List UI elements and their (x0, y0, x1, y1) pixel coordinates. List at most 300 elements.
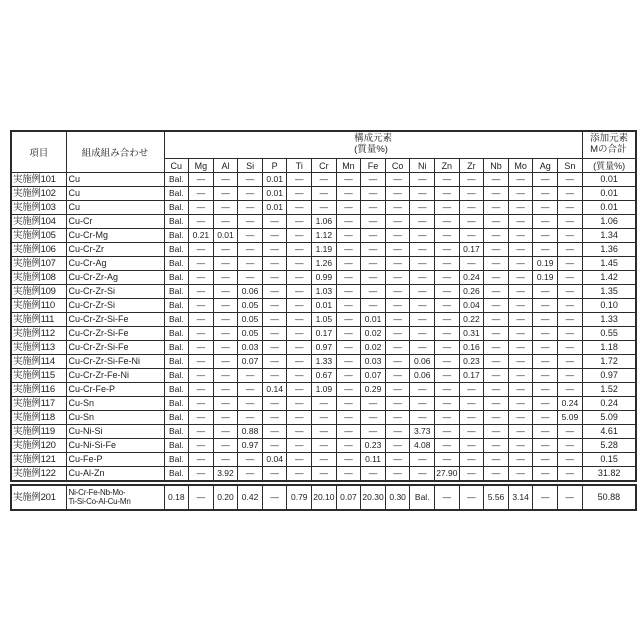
value-cell-fe: 0.02 (361, 341, 386, 355)
header-element-ti: Ti (287, 159, 312, 173)
value-cell-mn: — (336, 271, 361, 285)
value-cell-mg: — (189, 411, 214, 425)
value-cell-zn: — (435, 397, 460, 411)
value-cell-sn: — (558, 257, 583, 271)
value-cell-co: — (385, 341, 410, 355)
total-cell: 1.33 (582, 313, 636, 327)
total-cell: 0.15 (582, 453, 636, 467)
header-element-nb: Nb (484, 159, 509, 173)
value-cell-sn: — (558, 439, 583, 453)
header-elements-group-line2: (質量%) (354, 144, 388, 155)
value-cell-ni: — (410, 271, 435, 285)
value-cell-co: — (385, 453, 410, 467)
value-cell-zn: — (435, 173, 460, 187)
composition-table-main (10, 130, 637, 482)
header-element-zn: Zn (435, 159, 460, 173)
composition-cell: Cu (66, 173, 164, 187)
value-cell-mn: — (336, 313, 361, 327)
value-cell-cu: Bal. (164, 201, 189, 215)
value-cell-al: — (213, 313, 238, 327)
header-element-p: P (262, 159, 287, 173)
example-label: 実施例119 (11, 425, 66, 439)
value-cell-zr: — (459, 173, 484, 187)
value-cell-ni: 4.08 (410, 439, 435, 453)
value-cell-mn: — (336, 453, 361, 467)
value-cell-sn: — (558, 201, 583, 215)
value-cell-ni: — (410, 397, 435, 411)
value-cell-nb: — (484, 285, 509, 299)
value-cell-ni: — (410, 215, 435, 229)
value-cell-cr: 1.26 (312, 257, 337, 271)
value-cell-nb: — (484, 243, 509, 257)
total-cell: 5.09 (582, 411, 636, 425)
total-cell: 1.35 (582, 285, 636, 299)
total-cell: 4.61 (582, 425, 636, 439)
value-cell-al: — (213, 187, 238, 201)
value-cell-zn: — (435, 229, 460, 243)
value-cell-al: — (213, 173, 238, 187)
table-row (11, 173, 636, 187)
table-row (11, 425, 636, 439)
value-cell-mn: — (336, 327, 361, 341)
value-cell-ti: — (287, 229, 312, 243)
value-cell-si: 0.97 (238, 439, 263, 453)
total-cell: 0.97 (582, 369, 636, 383)
value-cell-ti: — (287, 411, 312, 425)
value-cell-cu: Bal. (164, 215, 189, 229)
value-cell-ti: — (287, 355, 312, 369)
value-cell-zn: — (435, 439, 460, 453)
composition-cell: Cu-Cr-Zr-Si-Fe (66, 327, 164, 341)
value-cell-ag: — (533, 215, 558, 229)
value-cell-co: — (385, 425, 410, 439)
value-cell-ti: — (287, 453, 312, 467)
value-cell-ni: — (410, 201, 435, 215)
value-cell-ag: — (533, 243, 558, 257)
value-cell-mg: — (189, 173, 214, 187)
value-cell-al: — (213, 383, 238, 397)
value-cell-cu: Bal. (164, 467, 189, 482)
value-cell-ni: — (410, 453, 435, 467)
value-cell-cr: 1.03 (312, 285, 337, 299)
value-cell-nb: — (484, 313, 509, 327)
value-cell-ti: — (287, 439, 312, 453)
value-cell-co: — (385, 313, 410, 327)
value-cell-cu: Bal. (164, 243, 189, 257)
table-row (11, 313, 636, 327)
value-cell-ti: — (287, 369, 312, 383)
value-cell-ag: — (533, 201, 558, 215)
value-cell-zr: 0.31 (459, 327, 484, 341)
value-cell-ti: — (287, 215, 312, 229)
header-element-fe: Fe (361, 159, 386, 173)
value-cell-al: 0.01 (213, 229, 238, 243)
value-cell-ag: — (533, 229, 558, 243)
value-cell-zr: — (459, 257, 484, 271)
value-cell-si: — (238, 243, 263, 257)
composition-cell: Cu (66, 187, 164, 201)
value-cell-zr: 0.23 (459, 355, 484, 369)
value-cell-ni: — (410, 383, 435, 397)
value-cell-nb: — (484, 299, 509, 313)
value-cell-si: 0.42 (238, 485, 263, 510)
total-cell: 0.55 (582, 327, 636, 341)
value-cell-p: — (262, 485, 287, 510)
value-cell-mn: — (336, 285, 361, 299)
value-cell-al: — (213, 215, 238, 229)
value-cell-sn: 5.09 (558, 411, 583, 425)
value-cell-si: — (238, 453, 263, 467)
value-cell-p: — (262, 327, 287, 341)
value-cell-fe: — (361, 173, 386, 187)
value-cell-zn: — (435, 201, 460, 215)
composition-cell: Cu-Ni-Si (66, 425, 164, 439)
value-cell-co: — (385, 299, 410, 313)
value-cell-ti: — (287, 285, 312, 299)
table-row (11, 439, 636, 453)
value-cell-cu: Bal. (164, 299, 189, 313)
value-cell-ag: — (533, 383, 558, 397)
value-cell-mn: — (336, 425, 361, 439)
table-row (11, 243, 636, 257)
value-cell-zr: — (459, 485, 484, 510)
example-label: 実施例104 (11, 215, 66, 229)
total-cell: 1.45 (582, 257, 636, 271)
value-cell-ag: — (533, 355, 558, 369)
value-cell-mo: — (508, 173, 533, 187)
value-cell-mo: — (508, 299, 533, 313)
value-cell-zn: — (435, 383, 460, 397)
value-cell-cr: 1.06 (312, 215, 337, 229)
total-cell: 0.01 (582, 173, 636, 187)
value-cell-mo: — (508, 397, 533, 411)
value-cell-mo: — (508, 453, 533, 467)
value-cell-nb: — (484, 453, 509, 467)
value-cell-cu: 0.18 (164, 485, 189, 510)
value-cell-ag: — (533, 425, 558, 439)
value-cell-ti: — (287, 467, 312, 482)
value-cell-sn: — (558, 313, 583, 327)
value-cell-nb: 5.56 (484, 485, 509, 510)
value-cell-fe: 0.23 (361, 439, 386, 453)
example-label: 実施例103 (11, 201, 66, 215)
example-label: 実施例117 (11, 397, 66, 411)
value-cell-zn: — (435, 341, 460, 355)
header-elements-group-line1: 構成元素 (354, 133, 393, 145)
value-cell-mg: — (189, 439, 214, 453)
value-cell-sn: — (558, 187, 583, 201)
value-cell-co: — (385, 439, 410, 453)
total-cell: 31.82 (582, 467, 636, 482)
value-cell-ti: — (287, 341, 312, 355)
composition-cell: Cu-Al-Zn (66, 467, 164, 482)
composition-cell: Cu-Sn (66, 397, 164, 411)
value-cell-p: — (262, 271, 287, 285)
value-cell-zr: — (459, 215, 484, 229)
value-cell-mn: — (336, 411, 361, 425)
value-cell-nb: — (484, 215, 509, 229)
value-cell-zn: — (435, 271, 460, 285)
value-cell-zn: — (435, 243, 460, 257)
value-cell-nb: — (484, 439, 509, 453)
value-cell-si: — (238, 397, 263, 411)
total-cell: 1.72 (582, 355, 636, 369)
value-cell-p: 0.01 (262, 173, 287, 187)
composition-cell: Cu (66, 201, 164, 215)
value-cell-cr: 0.67 (312, 369, 337, 383)
example-label: 実施例116 (11, 383, 66, 397)
value-cell-fe: 0.02 (361, 327, 386, 341)
total-cell: 0.01 (582, 187, 636, 201)
table-row (11, 229, 636, 243)
value-cell-cu: Bal. (164, 439, 189, 453)
value-cell-ni: — (410, 285, 435, 299)
value-cell-cu: Bal. (164, 411, 189, 425)
value-cell-cu: Bal. (164, 369, 189, 383)
example-label: 実施例106 (11, 243, 66, 257)
value-cell-mo: — (508, 243, 533, 257)
value-cell-p: — (262, 257, 287, 271)
value-cell-p: — (262, 215, 287, 229)
value-cell-sn: — (558, 425, 583, 439)
value-cell-fe: — (361, 285, 386, 299)
value-cell-mn: — (336, 369, 361, 383)
value-cell-mg: — (189, 285, 214, 299)
table-row (11, 341, 636, 355)
value-cell-p: — (262, 285, 287, 299)
value-cell-sn: — (558, 243, 583, 257)
value-cell-mo: — (508, 229, 533, 243)
value-cell-mo: 3.14 (508, 485, 533, 510)
value-cell-sn: — (558, 299, 583, 313)
value-cell-p: — (262, 439, 287, 453)
value-cell-ti: — (287, 425, 312, 439)
value-cell-si: 0.88 (238, 425, 263, 439)
value-cell-nb: — (484, 229, 509, 243)
value-cell-ti: — (287, 397, 312, 411)
value-cell-al: — (213, 285, 238, 299)
composition-cell: Cu-Cr-Zr-Ag (66, 271, 164, 285)
total-cell: 1.52 (582, 383, 636, 397)
value-cell-mo: — (508, 215, 533, 229)
example-label: 実施例110 (11, 299, 66, 313)
value-cell-cr: 1.12 (312, 229, 337, 243)
table-row (11, 467, 636, 482)
table-row (11, 201, 636, 215)
table-row (11, 187, 636, 201)
value-cell-ag: — (533, 341, 558, 355)
header-element-ag: Ag (533, 159, 558, 173)
value-cell-ti: — (287, 173, 312, 187)
value-cell-ti: — (287, 299, 312, 313)
example-label: 実施例111 (11, 313, 66, 327)
table-row (11, 215, 636, 229)
header-total-line1: 添加元素 (590, 133, 629, 145)
value-cell-ni: — (410, 327, 435, 341)
value-cell-zn: — (435, 327, 460, 341)
value-cell-sn: — (558, 327, 583, 341)
value-cell-si: — (238, 257, 263, 271)
value-cell-cr: — (312, 173, 337, 187)
total-cell: 0.10 (582, 299, 636, 313)
value-cell-cu: Bal. (164, 397, 189, 411)
header-element-mn: Mn (336, 159, 361, 173)
example-label: 実施例201 (11, 485, 66, 510)
value-cell-si: — (238, 201, 263, 215)
value-cell-ni: — (410, 173, 435, 187)
value-cell-mg: — (189, 397, 214, 411)
value-cell-mo: — (508, 411, 533, 425)
value-cell-ni: — (410, 299, 435, 313)
value-cell-zn: — (435, 453, 460, 467)
value-cell-nb: — (484, 187, 509, 201)
table-row (11, 285, 636, 299)
value-cell-cr: — (312, 411, 337, 425)
value-cell-cr: — (312, 187, 337, 201)
value-cell-mo: — (508, 313, 533, 327)
value-cell-nb: — (484, 271, 509, 285)
value-cell-cu: Bal. (164, 173, 189, 187)
value-cell-mn: — (336, 299, 361, 313)
value-cell-zr: — (459, 187, 484, 201)
table-row (11, 369, 636, 383)
value-cell-fe: — (361, 257, 386, 271)
example-label: 実施例120 (11, 439, 66, 453)
value-cell-al: — (213, 397, 238, 411)
value-cell-si: 0.03 (238, 341, 263, 355)
value-cell-al: — (213, 257, 238, 271)
value-cell-co: — (385, 285, 410, 299)
value-cell-sn: — (558, 355, 583, 369)
value-cell-co: — (385, 215, 410, 229)
value-cell-mn: — (336, 243, 361, 257)
value-cell-zr: — (459, 467, 484, 482)
value-cell-zn: — (435, 313, 460, 327)
value-cell-si: 0.05 (238, 313, 263, 327)
value-cell-mn: — (336, 257, 361, 271)
value-cell-ag: — (533, 467, 558, 482)
value-cell-cr: 0.97 (312, 341, 337, 355)
header-element-cr: Cr (312, 159, 337, 173)
value-cell-co: 0.30 (385, 485, 410, 510)
value-cell-fe: 20.30 (361, 485, 386, 510)
value-cell-ti: — (287, 313, 312, 327)
value-cell-mo: — (508, 271, 533, 285)
value-cell-mn: — (336, 397, 361, 411)
value-cell-mg: — (189, 327, 214, 341)
example-label: 実施例114 (11, 355, 66, 369)
example-label: 実施例113 (11, 341, 66, 355)
value-cell-mo: — (508, 439, 533, 453)
value-cell-p: — (262, 313, 287, 327)
composition-cell: Cu-Cr-Zr-Fe-Ni (66, 369, 164, 383)
value-cell-mo: — (508, 383, 533, 397)
table-row (11, 397, 636, 411)
value-cell-ni: 0.06 (410, 355, 435, 369)
value-cell-nb: — (484, 257, 509, 271)
value-cell-mg: — (189, 215, 214, 229)
header-element-zr: Zr (459, 159, 484, 173)
value-cell-al: — (213, 201, 238, 215)
value-cell-al: — (213, 355, 238, 369)
value-cell-si: 0.07 (238, 355, 263, 369)
value-cell-mg: — (189, 383, 214, 397)
value-cell-fe: — (361, 425, 386, 439)
value-cell-ti: — (287, 187, 312, 201)
value-cell-sn: — (558, 173, 583, 187)
value-cell-fe: — (361, 243, 386, 257)
header-element-sn: Sn (558, 159, 583, 173)
value-cell-nb: — (484, 383, 509, 397)
value-cell-al: — (213, 369, 238, 383)
value-cell-mg: — (189, 313, 214, 327)
value-cell-cu: Bal. (164, 229, 189, 243)
composition-cell: Cu-Cr-Zr-Si-Fe (66, 313, 164, 327)
value-cell-co: — (385, 271, 410, 285)
value-cell-fe: — (361, 397, 386, 411)
value-cell-ni: — (410, 229, 435, 243)
value-cell-zr: — (459, 201, 484, 215)
value-cell-ag: 0.19 (533, 257, 558, 271)
value-cell-p: — (262, 341, 287, 355)
value-cell-mg: — (189, 243, 214, 257)
value-cell-sn: — (558, 271, 583, 285)
value-cell-nb: — (484, 341, 509, 355)
value-cell-ti: — (287, 201, 312, 215)
value-cell-zn: — (435, 215, 460, 229)
value-cell-ag: — (533, 485, 558, 510)
value-cell-sn: — (558, 485, 583, 510)
value-cell-mn: — (336, 383, 361, 397)
value-cell-zn: — (435, 187, 460, 201)
value-cell-cu: Bal. (164, 453, 189, 467)
table-row (11, 355, 636, 369)
value-cell-nb: — (484, 173, 509, 187)
value-cell-mg: — (189, 467, 214, 482)
example-label: 実施例121 (11, 453, 66, 467)
composition-cell: Cu-Fe-P (66, 453, 164, 467)
value-cell-ni: — (410, 257, 435, 271)
value-cell-si: 0.05 (238, 327, 263, 341)
value-cell-si: 0.05 (238, 299, 263, 313)
composition-cell: Cu-Sn (66, 411, 164, 425)
value-cell-cr: 20.10 (312, 485, 337, 510)
value-cell-ti: — (287, 271, 312, 285)
total-cell: 1.34 (582, 229, 636, 243)
composition-cell: Cu-Cr-Zr-Si (66, 285, 164, 299)
value-cell-ni: — (410, 313, 435, 327)
value-cell-p: — (262, 243, 287, 257)
value-cell-zr: 0.17 (459, 369, 484, 383)
value-cell-mn: — (336, 355, 361, 369)
header-element-si: Si (238, 159, 263, 173)
value-cell-zr: 0.16 (459, 341, 484, 355)
value-cell-ag: — (533, 299, 558, 313)
value-cell-mo: — (508, 355, 533, 369)
example-label: 実施例122 (11, 467, 66, 482)
example-label: 実施例102 (11, 187, 66, 201)
value-cell-zr: — (459, 383, 484, 397)
value-cell-mo: — (508, 257, 533, 271)
value-cell-al: — (213, 327, 238, 341)
value-cell-cu: Bal. (164, 257, 189, 271)
value-cell-ni: — (410, 187, 435, 201)
example-label: 実施例109 (11, 285, 66, 299)
value-cell-ti: 0.79 (287, 485, 312, 510)
value-cell-al: — (213, 453, 238, 467)
value-cell-co: — (385, 355, 410, 369)
value-cell-sn: — (558, 467, 583, 482)
